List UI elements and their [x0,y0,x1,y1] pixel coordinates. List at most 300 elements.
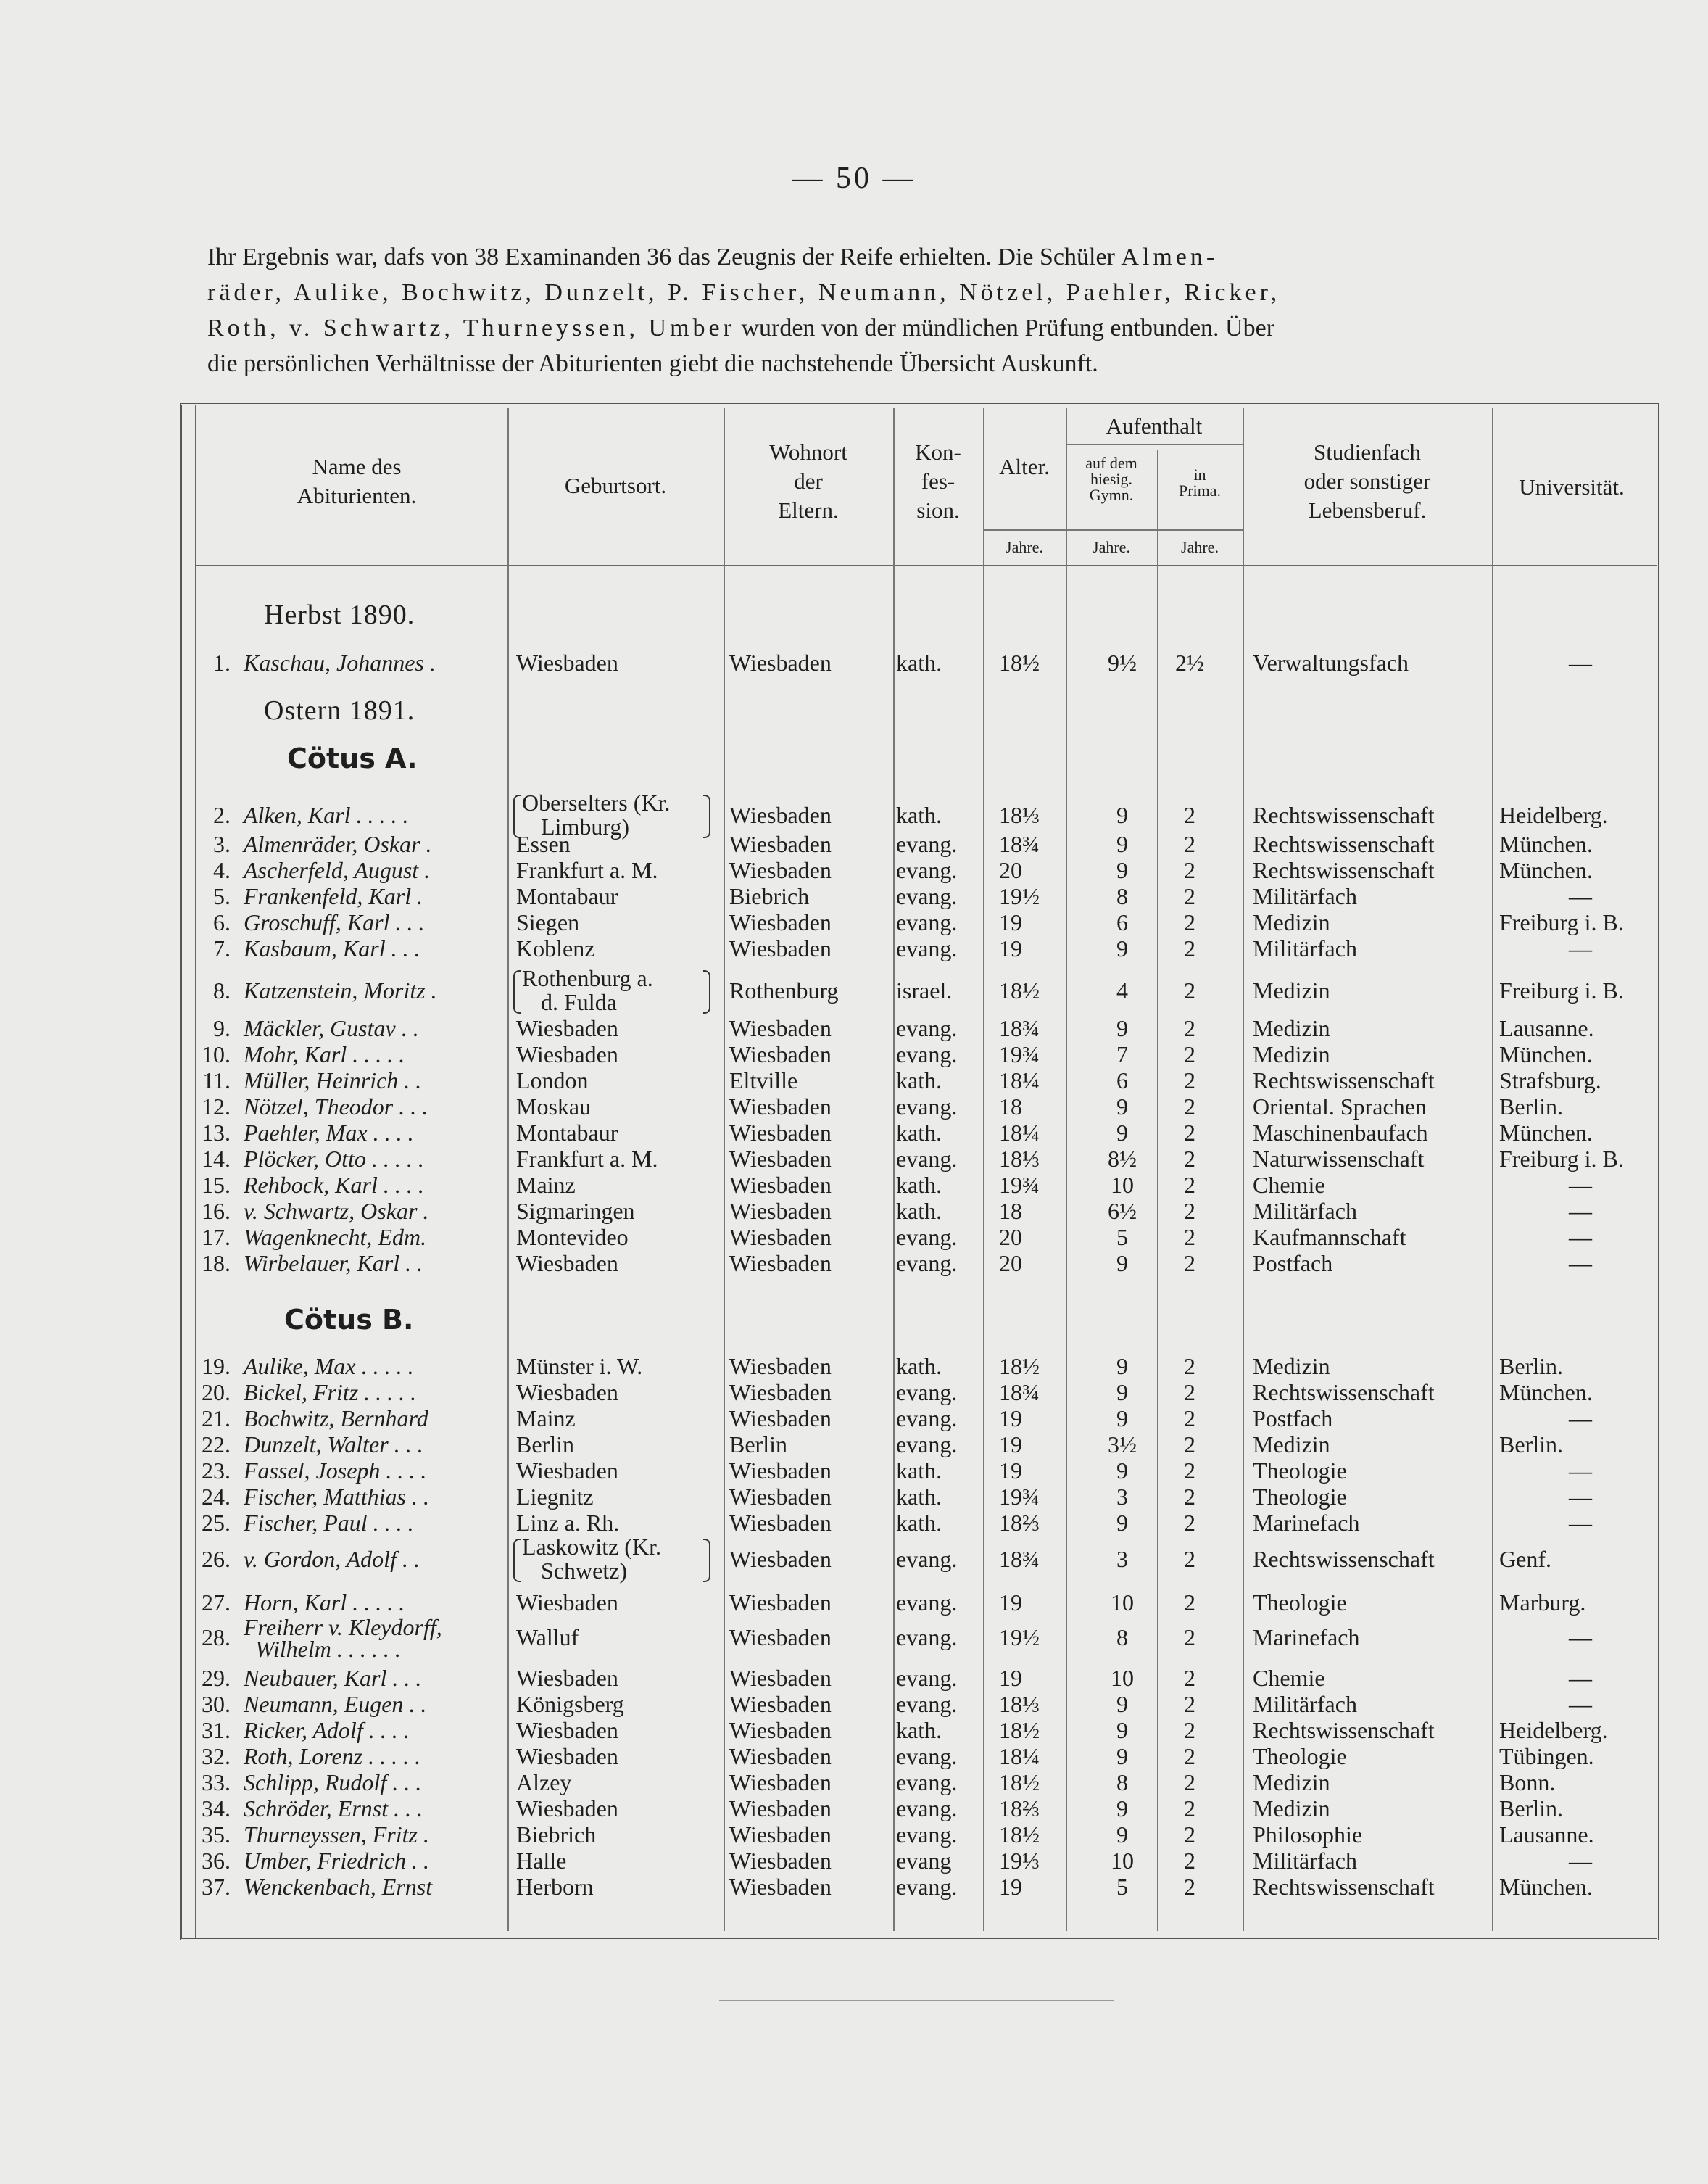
birthplace-line-1: Rothenburg a. [522,965,653,991]
table-row [0,1743,1708,1769]
study-field: Theologie [1253,1457,1347,1484]
university: — [1569,1172,1592,1198]
confession: evang. [896,1224,958,1250]
birthplace: London [516,1067,589,1093]
university: Lausanne. [1499,1015,1594,1041]
brace-right [703,1539,710,1582]
row-number: 4. [213,857,231,883]
confession: evang. [896,1795,958,1821]
birthplace-line-2: d. Fulda [541,989,617,1015]
birthplace: Frankfurt a. M. [516,1146,658,1172]
confession: evang [896,1848,952,1874]
table-row [0,935,1708,961]
table-row [0,1172,1708,1198]
years-gymnasium: 4 [1116,977,1128,1004]
table-row [0,1510,1708,1536]
years-gymnasium: 9 [1116,1457,1128,1484]
age: 18¾ [999,831,1040,857]
years-prima: 2 [1184,1405,1195,1431]
table-row [0,1717,1708,1743]
confession: kath. [896,1457,942,1484]
birthplace: Herborn [516,1874,594,1900]
years-gymnasium: 9 [1116,1795,1128,1821]
birthplace: Walluf [516,1624,579,1650]
years-prima: 2 [1184,802,1195,828]
years-prima: 2 [1184,1546,1195,1572]
years-prima: 2 [1184,883,1195,909]
confession: evang. [896,1041,958,1067]
row-number: 35. [202,1821,231,1848]
residence: Wiesbaden [729,1120,832,1146]
age: 19 [999,1457,1022,1484]
birthplace: Montevideo [516,1224,629,1250]
row-number: 25. [202,1510,231,1536]
intro-line-1-spaced: Almen- [1121,244,1219,270]
age: 18¼ [999,1743,1040,1769]
study-field: Maschinenbaufach [1253,1120,1428,1146]
residence: Wiesbaden [729,909,832,935]
university: — [1569,1510,1592,1536]
student-name: Umber, Friedrich . . [244,1848,429,1874]
row-number: 5. [213,883,231,909]
row-number: 31. [202,1717,231,1743]
university: — [1569,1198,1592,1224]
years-prima: 2 [1184,1457,1195,1484]
years-prima: 2 [1184,1589,1195,1616]
birthplace: Mainz [516,1405,576,1431]
birthplace: Moskau [516,1093,592,1120]
study-field: Naturwissenschaft [1253,1146,1425,1172]
confession: evang. [896,1250,958,1276]
birthplace: Wiesbaden [516,1717,618,1743]
age: 18½ [999,650,1040,676]
study-field: Militärfach [1253,1198,1357,1224]
university: Bonn. [1499,1769,1556,1795]
years-gymnasium: 9 [1116,1353,1128,1379]
birthplace: Linz a. Rh. [516,1510,620,1536]
university: Freiburg i. B. [1499,977,1624,1004]
years-gymnasium: 9 [1116,1250,1128,1276]
unit-years-age: Jahre. [1006,538,1043,556]
table-row [0,1067,1708,1093]
age: 18¾ [999,1546,1040,1572]
confession: kath. [896,1120,942,1146]
intro-line-2: räder, Aulike, Bochwitz, Dunzelt, P. Fischer, Neumann, Nötzel, Paehler, Ricker, [207,279,1281,306]
university: — [1569,1691,1592,1717]
row-number: 6. [213,909,231,935]
age: 18⅓ [999,1146,1040,1172]
years-gymnasium: 9 [1116,1691,1128,1717]
confession: evang. [896,909,958,935]
university: München. [1499,1874,1593,1900]
residence: Wiesbaden [729,1146,832,1172]
years-prima: 2 [1184,1093,1195,1120]
student-name: Wirbelauer, Karl . . [244,1250,423,1276]
stay-header-rule [1066,444,1243,445]
confession: israel. [896,977,953,1004]
age: 19 [999,935,1022,961]
years-gymnasium: 9 [1116,1093,1128,1120]
study-field: Medizin [1253,909,1330,935]
years-gymnasium: 10 [1111,1848,1134,1874]
university: München. [1499,1379,1593,1405]
birthplace: Alzey [516,1769,572,1795]
age: 18⅔ [999,1795,1040,1821]
study-field: Rechtswissenschaft [1253,1717,1435,1743]
row-number: 24. [202,1484,231,1510]
study-field: Rechtswissenschaft [1253,1379,1435,1405]
study-field: Rechtswissenschaft [1253,1874,1435,1900]
age: 18⅔ [999,1510,1040,1536]
confession: evang. [896,1015,958,1041]
years-gymnasium: 3 [1116,1546,1128,1572]
confession: evang. [896,1665,958,1691]
row-number: 28. [202,1624,231,1650]
student-name: Bickel, Fritz . . . . . [244,1379,417,1405]
years-prima: 2 [1184,1379,1195,1405]
confession: kath. [896,1172,942,1198]
birthplace: Wiesbaden [516,1250,618,1276]
age: 18½ [999,977,1040,1004]
years-prima: 2 [1184,1250,1195,1276]
row-number: 14. [202,1146,231,1172]
years-gymnasium: 10 [1111,1172,1134,1198]
table-row [0,1691,1708,1717]
university: München. [1499,857,1593,883]
table-row [0,1536,1708,1584]
row-number: 8. [213,977,231,1004]
birthplace: Königsberg [516,1691,624,1717]
years-gymnasium: 6 [1116,909,1128,935]
years-prima: 2 [1184,1821,1195,1848]
years-prima: 2 [1184,1665,1195,1691]
table-row [0,831,1708,857]
confession: evang. [896,1624,958,1650]
birthplace: Koblenz [516,935,595,961]
years-prima: 2 [1184,1146,1195,1172]
birthplace: Münster i. W. [516,1353,643,1379]
header-confession: Kon- fes- sion. [915,439,961,523]
years-gymnasium: 6 [1116,1067,1128,1093]
study-field: Medizin [1253,1769,1330,1795]
university: Berlin. [1499,1093,1563,1120]
university: — [1569,1848,1592,1874]
years-prima: 2 [1184,1198,1195,1224]
residence: Wiesbaden [729,1015,832,1041]
confession: evang. [896,857,958,883]
birthplace-line-1: Oberselters (Kr. [522,790,671,816]
confession: evang. [896,1691,958,1717]
university: — [1569,1224,1592,1250]
residence: Wiesbaden [729,1172,832,1198]
header-birthplace: Geburtsort. [564,473,667,498]
university: Berlin. [1499,1353,1563,1379]
student-name-cont: Wilhelm . . . . . . [255,1636,401,1662]
university: Freiburg i. B. [1499,1146,1624,1172]
row-number: 16. [202,1198,231,1224]
years-gymnasium: 9 [1116,1717,1128,1743]
group-coetus-a: Cötus A. [287,743,418,774]
university: Marburg. [1499,1589,1586,1616]
row-number: 18. [202,1250,231,1276]
study-field: Rechtswissenschaft [1253,857,1435,883]
table-row [0,1146,1708,1172]
study-field: Theologie [1253,1589,1347,1616]
years-gymnasium: 9½ [1108,650,1137,676]
study-field: Rechtswissenschaft [1253,802,1435,828]
birthplace: Montabaur [516,883,618,909]
study-field: Militärfach [1253,883,1357,909]
years-prima: 2 [1184,1224,1195,1250]
years-prima: 2½ [1175,650,1204,676]
age: 18⅓ [999,1691,1040,1717]
unit-years-gym: Jahre. [1093,538,1130,556]
residence: Wiesbaden [729,857,832,883]
years-prima: 2 [1184,977,1195,1004]
age: 19⅓ [999,1848,1040,1874]
birthplace-line-1: Laskowitz (Kr. [522,1534,661,1560]
confession: evang. [896,1589,958,1616]
table-row [0,1120,1708,1146]
university: Strafsburg. [1499,1067,1601,1093]
section-herbst-1890: Herbst 1890. [264,600,415,630]
age: 18¼ [999,1067,1040,1093]
study-field: Marinefach [1253,1510,1360,1536]
row-number: 37. [202,1874,231,1900]
age: 18⅓ [999,802,1040,828]
row-number: 26. [202,1546,231,1572]
years-gymnasium: 6½ [1108,1198,1137,1224]
header-divider [195,565,1657,566]
residence: Wiesbaden [729,1250,832,1276]
study-field: Theologie [1253,1743,1347,1769]
confession: evang. [896,1874,958,1900]
years-gymnasium: 8 [1116,1624,1128,1650]
birthplace: Wiesbaden [516,650,618,676]
years-prima: 2 [1184,1041,1195,1067]
years-prima: 2 [1184,857,1195,883]
birthplace: Wiesbaden [516,1743,618,1769]
table-row [0,1457,1708,1484]
years-gymnasium: 5 [1116,1224,1128,1250]
years-prima: 2 [1184,1431,1195,1457]
study-field: Postfach [1253,1405,1333,1431]
years-prima: 2 [1184,1874,1195,1900]
university: Tübingen. [1499,1743,1594,1769]
table-row [0,1614,1708,1662]
years-gymnasium: 9 [1116,1821,1128,1848]
brace-left [513,970,521,1014]
university: Berlin. [1499,1795,1563,1821]
intro-line-3-spaced: Roth, v. Schwartz, Thurneyssen, Umber [207,315,735,342]
row-number: 32. [202,1743,231,1769]
age: 20 [999,1224,1022,1250]
header-age: Alter. [999,454,1050,479]
study-field: Oriental. Sprachen [1253,1093,1427,1120]
student-name: Müller, Heinrich . . [244,1067,422,1093]
student-name: Dunzelt, Walter . . . [244,1431,423,1457]
table-row [0,1795,1708,1821]
row-number: 23. [202,1457,231,1484]
table-row [0,1224,1708,1250]
residence: Wiesbaden [729,935,832,961]
years-prima: 2 [1184,1067,1195,1093]
age: 18 [999,1198,1022,1224]
age: 18¼ [999,1120,1040,1146]
age: 19 [999,1874,1022,1900]
university: — [1569,650,1592,676]
age: 19 [999,1589,1022,1616]
table-row [0,1431,1708,1457]
age: 19¾ [999,1041,1040,1067]
age: 19 [999,1665,1022,1691]
row-number: 2. [213,802,231,828]
student-name: Katzenstein, Moritz . [244,977,437,1004]
university: Freiburg i. B. [1499,909,1624,935]
group-coetus-b: Cötus B. [284,1304,414,1336]
years-gymnasium: 9 [1116,1405,1128,1431]
birthplace: Wiesbaden [516,1795,618,1821]
table-row [0,1198,1708,1224]
student-name: Alken, Karl . . . . . [244,802,409,828]
years-prima: 2 [1184,1691,1195,1717]
confession: kath. [896,1510,942,1536]
residence: Wiesbaden [729,650,832,676]
birthplace: Sigmaringen [516,1198,635,1224]
confession: kath. [896,802,942,828]
student-name: Frankenfeld, Karl . [244,883,423,909]
age: 19¾ [999,1172,1040,1198]
header-stay-gym: auf dem hiesig. Gymn. [1085,454,1137,504]
university: Lausanne. [1499,1821,1594,1848]
study-field: Marinefach [1253,1624,1360,1650]
confession: kath. [896,1353,942,1379]
header-stay: Aufenthalt [1106,413,1203,439]
university: München. [1499,1041,1593,1067]
residence: Wiesbaden [729,1769,832,1795]
birthplace: Siegen [516,909,580,935]
residence: Wiesbaden [729,1795,832,1821]
confession: evang. [896,1379,958,1405]
age: 19 [999,909,1022,935]
age: 18½ [999,1717,1040,1743]
row-number: 7. [213,935,231,961]
years-gymnasium: 10 [1111,1665,1134,1691]
residence: Wiesbaden [729,1510,832,1536]
residence: Wiesbaden [729,1457,832,1484]
years-gymnasium: 8½ [1108,1146,1137,1172]
birthplace: Mainz [516,1172,576,1198]
table-row [0,1848,1708,1874]
confession: evang. [896,1546,958,1572]
residence: Wiesbaden [729,1546,832,1572]
residence: Wiesbaden [729,1665,832,1691]
student-name: Roth, Lorenz . . . . . [244,1743,421,1769]
unit-years-prima: Jahre. [1181,538,1219,556]
years-prima: 2 [1184,935,1195,961]
university: Heidelberg. [1499,802,1608,828]
university: — [1569,935,1592,961]
residence: Wiesbaden [729,1589,832,1616]
student-name: Wagenknecht, Edm. [244,1224,427,1250]
birthplace: Biebrich [516,1821,597,1848]
residence: Eltville [729,1067,798,1093]
row-number: 29. [202,1665,231,1691]
student-name: Rehbock, Karl . . . . [244,1172,424,1198]
years-gymnasium: 8 [1116,1769,1128,1795]
birthplace: Wiesbaden [516,1589,618,1616]
student-name: Kaschau, Johannes . [244,650,436,676]
student-name: Fischer, Paul . . . . [244,1510,414,1536]
row-number: 34. [202,1795,231,1821]
university: — [1569,1405,1592,1431]
residence: Rothenburg [729,977,839,1004]
age: 18¾ [999,1379,1040,1405]
table-row [0,1093,1708,1120]
years-prima: 2 [1184,831,1195,857]
birthplace: Essen [516,831,571,857]
confession: kath. [896,1067,942,1093]
years-gymnasium: 10 [1111,1589,1134,1616]
birthplace: Frankfurt a. M. [516,857,658,883]
student-name: Schröder, Ernst . . . [244,1795,423,1821]
row-number: 33. [202,1769,231,1795]
years-prima: 2 [1184,1015,1195,1041]
years-gymnasium: 9 [1116,1379,1128,1405]
study-field: Militärfach [1253,935,1357,961]
years-header-rule [983,529,1243,531]
residence: Wiesbaden [729,1743,832,1769]
row-number: 3. [213,831,231,857]
study-field: Verwaltungsfach [1253,650,1409,676]
confession: evang. [896,883,958,909]
residence: Wiesbaden [729,1717,832,1743]
years-prima: 2 [1184,1484,1195,1510]
study-field: Militärfach [1253,1691,1357,1717]
birthplace: Wiesbaden [516,1015,618,1041]
table-row [0,1769,1708,1795]
table-row [0,1015,1708,1041]
student-name: Paehler, Max . . . . [244,1120,414,1146]
years-prima: 2 [1184,1624,1195,1650]
birthplace: Wiesbaden [516,1665,618,1691]
years-gymnasium: 5 [1116,1874,1128,1900]
header-university: Universität. [1519,474,1625,500]
student-name: Plöcker, Otto . . . . . [244,1146,424,1172]
birthplace [512,967,712,1015]
years-prima: 2 [1184,1172,1195,1198]
years-gymnasium: 7 [1116,1041,1128,1067]
study-field: Rechtswissenschaft [1253,1546,1435,1572]
table-row [0,650,1708,676]
header-residence: Wohnort der Eltern. [769,439,847,523]
student-name: Aulike, Max . . . . . [244,1353,414,1379]
age: 19 [999,1431,1022,1457]
university: — [1569,883,1592,909]
study-field: Chemie [1253,1172,1325,1198]
residence: Wiesbaden [729,1379,832,1405]
age: 18½ [999,1821,1040,1848]
residence: Wiesbaden [729,1821,832,1848]
intro-line-1: Ihr Ergebnis war, dafs von 38 Examinanden 36 das Zeugnis der Reife erhielten. Die Schüler [207,244,1122,270]
birthplace: Halle [516,1848,567,1874]
table-row [0,1821,1708,1848]
residence: Wiesbaden [729,1405,832,1431]
row-number: 30. [202,1691,231,1717]
years-prima: 2 [1184,1743,1195,1769]
age: 19½ [999,883,1040,909]
years-prima: 2 [1184,1717,1195,1743]
